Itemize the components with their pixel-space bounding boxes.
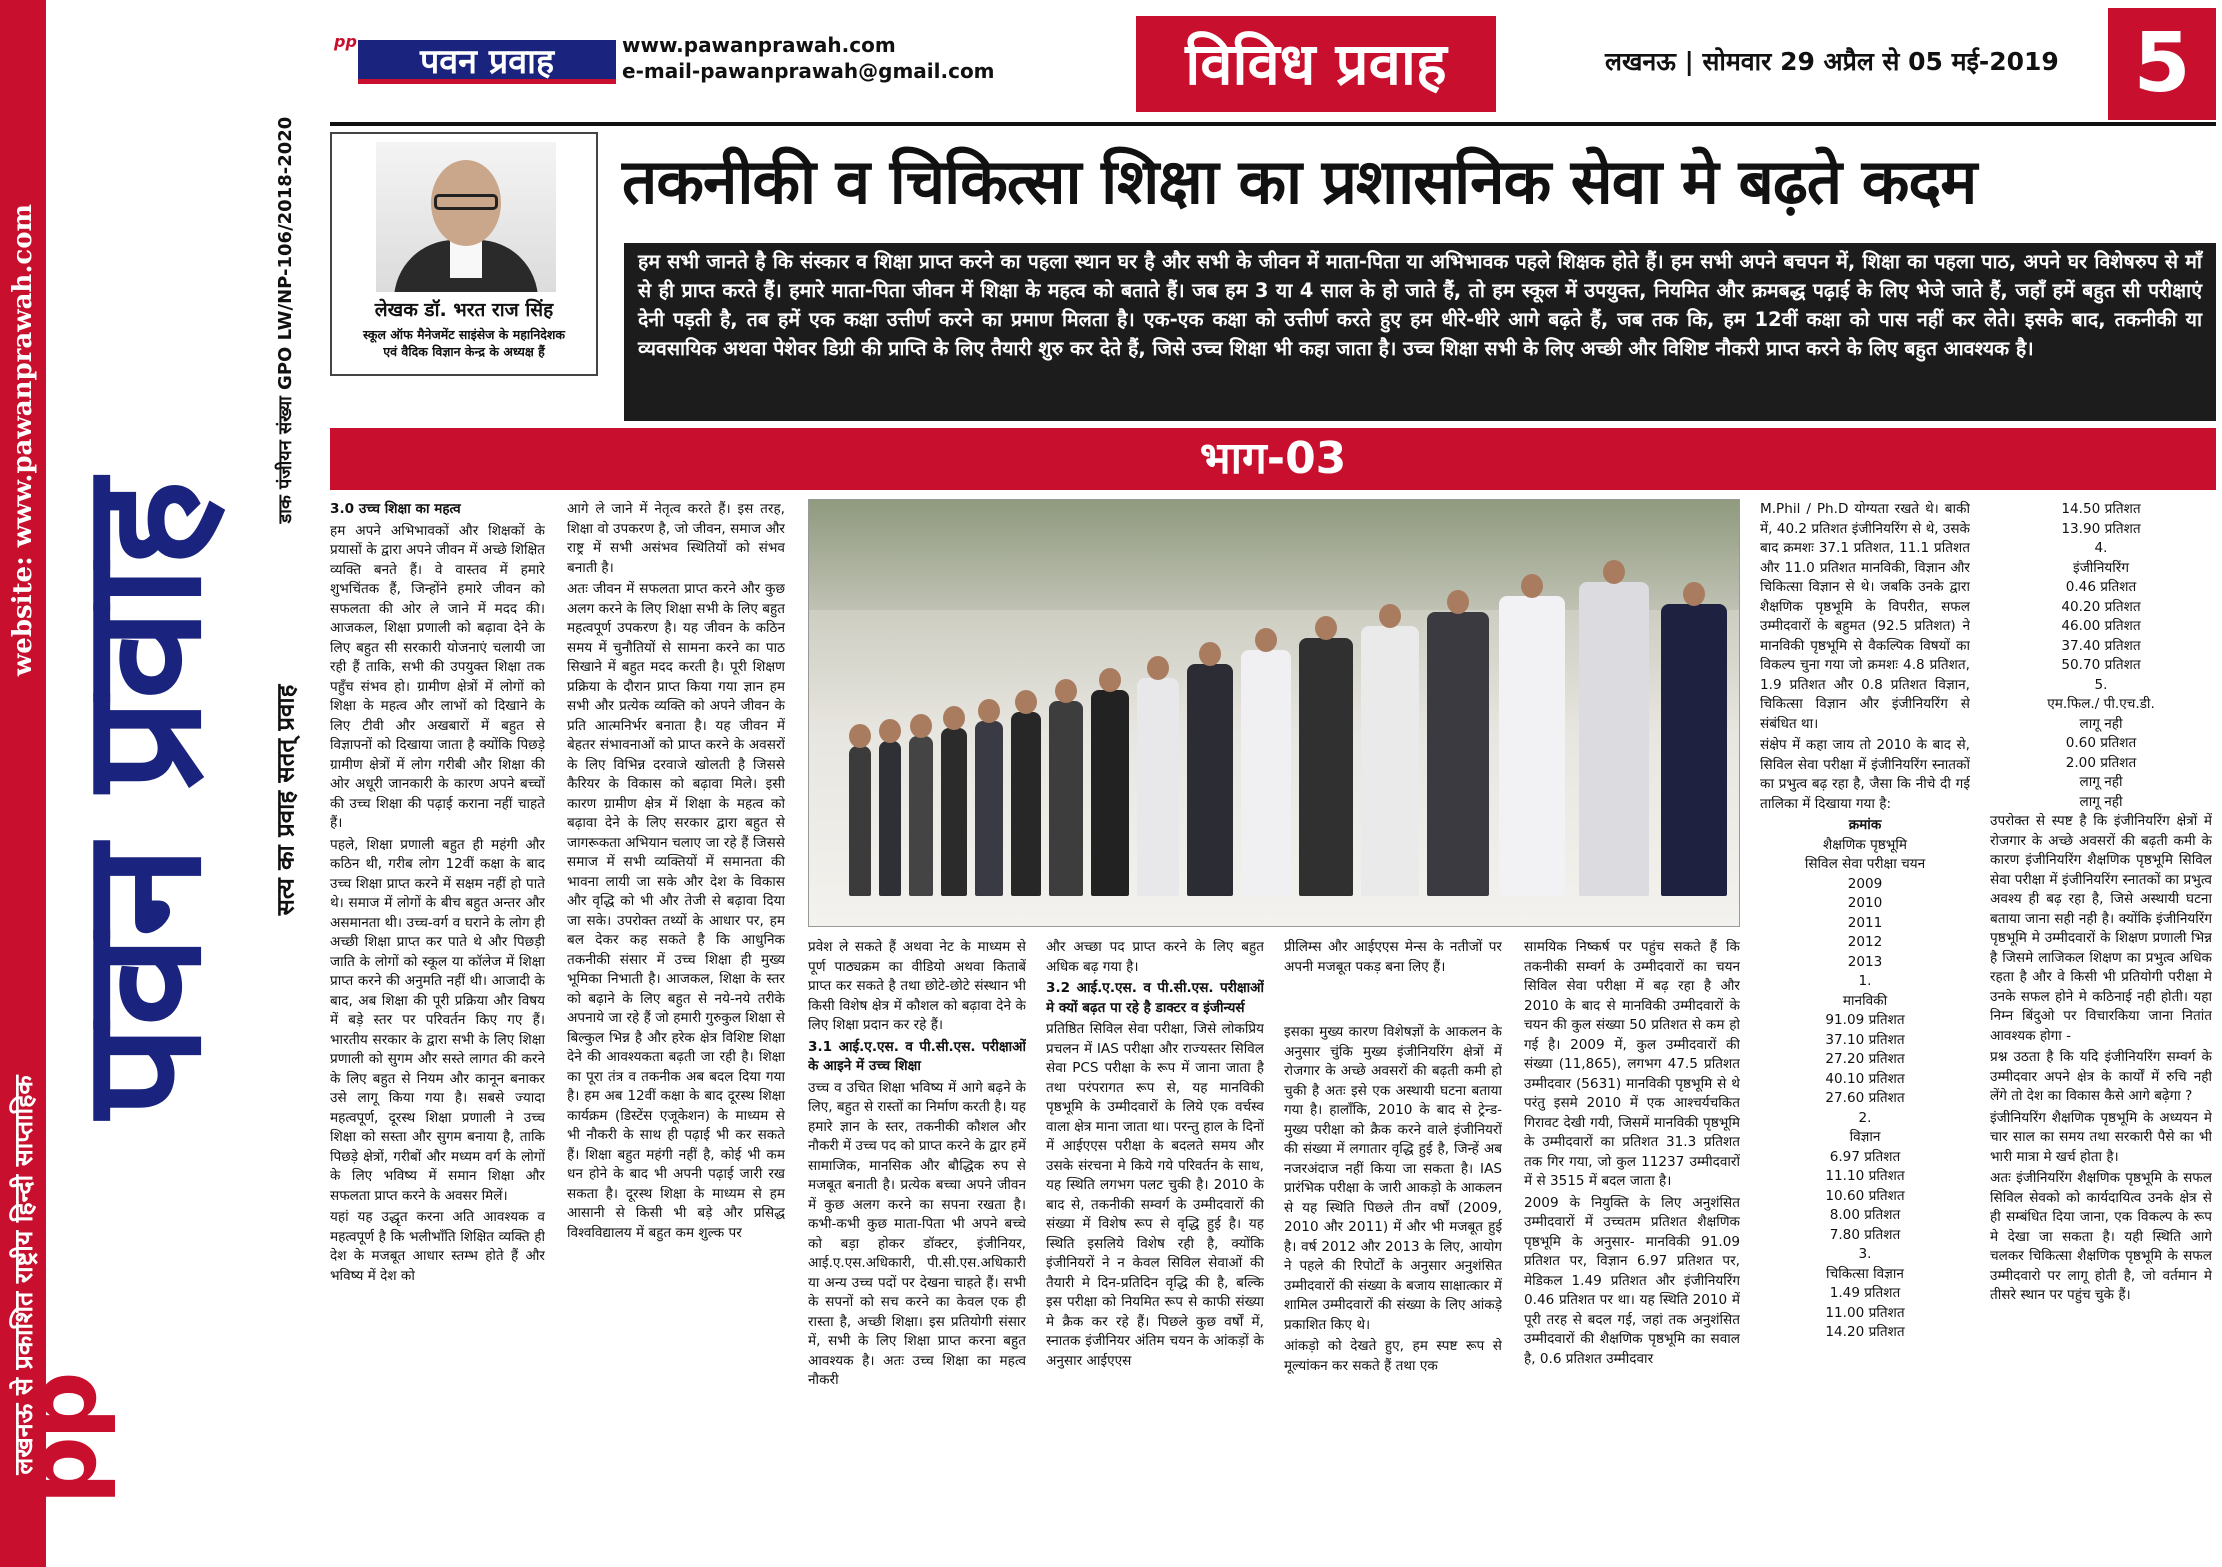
- paragraph: सामयिक निष्कर्ष पर पहुंच सकते हैं कि तकनीकी सम्वर्ग के उम्मीदवारों का चयन सिविल सेवा परीक्षा में बढ़ रहा है और 2010 के बाद से मानविकी उम्मीदवारों के चयन की कुल संख्या 50 प्रतिशत से कम हो गई है। 2009 में, कुल उम्मीदवारों की संख्या (11,865), लगभग 47.5 प्रतिशत उम्मीदवार (5631) मानविकी पृष्ठभूमि से थे परंतु इसमे 2010 में एक आश्चर्यचकित गिरावट देखी गयी, जिसमें मानविकी पृष्ठभूमि के उम्मीदवारों का प्रतिशत 31.3 प्रतिशत तक गिर गया, जो कुल 11237 उम्मीदवारों में से 3515 में बदल जाता है।: [1524, 939, 1740, 1189]
- paragraph: उच्च व उचित शिक्षा भविष्य में आगे बढ़ने के लिए, बहुत से रास्तों का निर्माण करती है। यह हमारे ज्ञान के स्तर, तकनीकी कौशल और नौकरी में उच्च पद को प्राप्त करने के द्वार हमें सामाजिक, मानसिक और बौद्धिक रुप से मजबूत बनाती है। प्रत्येक बच्चा अपने जीवन में कुछ अलग करने का सपना रखता है। कभी-कभी कुछ माता-पिता भी अपने बच्चे को बड़ा होकर डॉक्टर, इंजीनियर, आई.ए.एस.अधिकारी, पी.सी.एस.अधिकारी या अन्य उच्च पदों पर देखना चाहते हैं। सभी के सपनों को सच करने का केवल एक ही रास्ता है, अच्छी शिक्षा। इस प्रतियोगी संसार में, सभी के लिए शिक्षा प्राप्त करना बहुत आवश्यक है। अतः उच्च शिक्षा का महत्व नौकरी: [808, 1079, 1026, 1388]
- section-heading-3-2: 3.2 आई.ए.एस. व पी.सी.एस. परीक्षाओं मे क्यों बढ़त पा रहे है डाक्टर व इंजीन्यर्स: [1046, 980, 1264, 1016]
- section-title: विविध प्रवाह: [1136, 16, 1496, 112]
- stats-cell: 27.60 प्रतिशत: [1825, 1090, 1905, 1106]
- paragraph: 2009 के नियुक्ति के लिए अनुशंसित उम्मीदवारों में उच्चतम प्रतिशत शैक्षणिक पृष्ठभूमि के अनुसार- मानविकी 91.09 प्रतिशत पर, विज्ञान 6.97 प्रतिशत पर, मेडिकल 1.49 प्रतिशत और इंजीनियरिंग 0.46 प्रतिशत पर था। यह स्थिति 2010 में पूरी तरह से बदल गई, जहां तक अनुशंसित उम्मीदवारों की शैक्षणिक पृष्ठभूमि का सवाल है, 0.6 प्रतिशत उम्मीदवार: [1524, 1194, 1740, 1367]
- masthead-motto: सत्य का प्रवाह सतत् प्रवाह: [271, 684, 300, 916]
- article-column-2: [567, 500, 785, 1562]
- author-designation: स्कूल ऑफ मैनेजमेंट साइंसेज के महानिदेशक एवं वैदिक विज्ञान केन्द्र के अध्यक्ष हैं: [363, 327, 565, 359]
- masthead-website: website: www.pawanprawah.com: [8, 203, 38, 677]
- stats-cell: 5.: [2094, 676, 2108, 693]
- header-rule: [330, 122, 2216, 126]
- stats-cell: 14.20 प्रतिशत: [1825, 1324, 1905, 1340]
- article-column-8: [1990, 500, 2212, 1562]
- dateline: लखनऊ | सोमवार 29 अप्रैल से 05 मई-2019: [1605, 47, 2059, 76]
- stats-cell: 2.00 प्रतिशत: [2065, 754, 2137, 771]
- stats-cell: एम.फिल./ पी.एच.डी.: [2047, 696, 2155, 712]
- masthead-registration: डाक पंजीयन संख्या GPO LW/NP-106/2018-2020: [275, 116, 296, 524]
- article-column-3: [808, 938, 1026, 1562]
- stats-table-part-2: [1990, 500, 2212, 812]
- stats-cell: इंजीनियरिंग: [2073, 559, 2129, 576]
- masthead-title: पवन प्रवाह: [45, 481, 238, 1119]
- stats-cell: 46.00 प्रतिशत: [2061, 618, 2141, 634]
- section-heading-3-1: 3.1 आई.ए.एस. व पी.सी.एस. परीक्षाओं के आइने में उच्च शिक्षा: [808, 1038, 1026, 1074]
- stats-cell: क्रमांक: [1848, 817, 1882, 833]
- stats-cell: 10.60 प्रतिशत: [1825, 1187, 1905, 1204]
- header-logo: [330, 30, 630, 86]
- paragraph: हम अपने अभिभावकों और शिक्षकों के प्रयासों के द्वारा अपने जीवन में अच्छे शिक्षित व्यक्ति बनते हैं। वे वास्तव में हमारे शुभचिंतक हैं, जिन्होंने हमारे जीवन को सफलता की ओर ले जाने में मदद की। आजकल, शिक्षा प्रणाली को बढ़ावा देने के लिए बहुत सी सरकारी योजनाएं चलायी जा रही हैं ताकि, सभी की उपयुक्त शिक्षा तक पहुँच संभव हो। ग्रामीण क्षेत्रों में लोगों को शिक्षा के महत्व और लाभों को दिखाने के लिए टीवी और अखबारों में बहुत से विज्ञापनों को दिखाया जाता है क्योंकि पिछड़े ग्रामीण क्षेत्रों में लोग गरीबी और शिक्षा की ओर अधूरी जानकारी के कारण अपने बच्चों की उच्च शिक्षा की पढ़ाई कराना नहीं चाहते हैं।: [330, 522, 545, 831]
- stats-table-part-1: [1760, 816, 1970, 1343]
- stats-cell: मानविकी: [1842, 992, 1888, 1009]
- header-logo-pp: pp: [334, 32, 357, 51]
- paragraph: अतः जीवन में सफलता प्राप्त करने और कुछ अलग करने के लिए शिक्षा सभी के लिए बहुत महत्वपूर्ण उपकरण है। यह जीवन के कठिन समय में चुनौतियों से सामना करने का पाठ सिखाने में बहुत मदद करती है। पूरी शिक्षण प्रक्रिया के दौरान प्राप्त किया गया ज्ञान हम सभी और प्रत्येक व्यक्ति को अपने जीवन के प्रति आत्मनिर्भर बनाता है। यह जीवन में बेहतर संभावनाओं को प्राप्त करने के अवसरों के लिए विभिन्न दरवाजे खोलती है जिससे कैरियर के विकास को बढ़ावा मिले। इसी कारण ग्रामीण क्षेत्र में शिक्षा के महत्व को बढ़ावा देने के लिए सरकार द्वारा बहुत से जागरूकता अभियान चलाए जा रहे हैं जिससे समाज में सभी व्यक्तियों में समानता की भावना लायी जा सके और देश के विकास और वृद्धि को भी और तेजी से बढ़ावा दिया जा सके। उपरोक्त तथ्यों के आधार पर, हम बल देकर कह सकते है कि आधुनिक तकनीकी संसार में उच्च शिक्षा ही मुख्य भूमिका निभाती है। आजकल, शिक्षा के स्तर को बढ़ाने के लिए बहुत से नये-नये तरीके अपनाये जा रहे हैं जो हमारी गुरुकुल शिक्षा से बिल्कुल भिन्न है और हरेक क्षेत्र विशिष्ट शिक्षा देने की आवश्यकता बढ़ती जा रही है। शिक्षा का पूरा तंत्र व तकनीक अब बदल दिया गया है। हम अब 12वीं कक्षा के बाद दूरस्थ शिक्षा कार्यक्रम (डिस्टेंस एजूकेशन) के माध्यम से भी नौकरी के साथ ही पढ़ाई भी कर सकते हैं। शिक्षा बहुत महंगी नहीं है, कोई भी कम धन होने के बाद भी अपनी पढ़ाई जारी रख सकता है। दूरस्थ शिक्षा के माध्यम से हम आसानी से किसी भी बड़े और प्रसिद्ध विश्वविद्यालय में बहुत कम शुल्क पर: [567, 581, 785, 1241]
- stats-cell: 0.46 प्रतिशत: [2065, 579, 2137, 595]
- header-contact: [622, 32, 995, 84]
- paragraph: M.Phil / Ph.D योग्यता रखते थे। बाकी में, 40.2 प्रतिशत इंजीनियरिंग से थे, उसके बाद क्रमशः 37.1 प्रतिशत, 11.1 प्रतिशत और 11.0 प्रतिशत मानविकी, विज्ञान और चिकित्सा विज्ञान से थे। जबकि उनके द्वारा शैक्षणिक पृष्ठभूमि के विपरीत, सफल उम्मीदवारों के बहुमत (92.5 प्रतिशत) ने मानविकी पृष्ठभूमि से वैकल्पिक विषयों का विकल्प चुना गया जो क्रमशः 4.8 प्रतिशत, 1.9 प्रतिशत और 0.8 प्रतिशत विज्ञान, चिकित्सा विज्ञान और इंजीनियरिंग से संबंधित था।: [1760, 501, 1970, 732]
- page-header: [330, 8, 2216, 120]
- stats-cell: 91.09 प्रतिशत: [1825, 1012, 1905, 1028]
- stats-cell: 14.50 प्रतिशत: [2061, 501, 2141, 517]
- paragraph: प्रश्न उठता है कि यदि इंजीनियरिंग सम्वर्ग के उम्मीदवार अपने क्षेत्र के कार्यों में रुचि नही लेंगे तो देश का विकास कैसे आगे बढ़ेगा ?: [1990, 1049, 2212, 1104]
- stats-cell: 40.10 प्रतिशत: [1825, 1070, 1905, 1087]
- author-photo: [376, 142, 556, 292]
- section-heading-3-0: 3.0 उच्च शिक्षा का महत्व: [330, 501, 461, 517]
- stats-cell: लागू नही: [2079, 774, 2123, 790]
- stats-cell: 4.: [2094, 540, 2108, 556]
- paragraph: आगे ले जाने में नेतृत्व करते हैं। इस तरह, शिक्षा वो उपकरण है, जो जीवन, समाज और राष्ट्र में सभी असंभव स्थितियों को संभव बनाती है।: [567, 501, 785, 576]
- paragraph: आंकड़ो को देखते हुए, हम स्पष्ट रूप से मूल्यांकन कर सकते हैं तथा एक: [1284, 1338, 1502, 1374]
- stats-cell: 37.40 प्रतिशत: [2061, 637, 2141, 654]
- stats-cell: 11.00 प्रतिशत: [1825, 1304, 1905, 1321]
- paragraph: अतः इंजीनियरिंग शैक्षणिक पृष्ठभूमि के सफल सिविल सेवको को कार्यदायित्व उनके क्षेत्र से ही सम्बंधित दिया जाना, एक विकल्प के रूप मे देखा जा सकता है। यही स्थिति आगे चलकर चिकित्सा शैक्षणिक पृष्ठभूमि के सफल उम्मीदवारो पर लागू होती है, जो वर्तमान मे तीसरे स्थान पर पहुंच चुके हैं।: [1990, 1170, 2212, 1303]
- stats-cell: चिकित्सा विज्ञान: [1826, 1265, 1904, 1282]
- paragraph: और अच्छा पद प्राप्त करने के लिए बहुत अधिक बढ़ गया है।: [1046, 939, 1264, 975]
- article-column-5: [1284, 938, 1502, 1562]
- stats-cell: 2012: [1847, 934, 1883, 950]
- paragraph: प्रवेश ले सकते हैं अथवा नेट के माध्यम से पूर्ण पाठ्यक्रम का वीडियो अथवा किताबें प्राप्त कर सकते है तथा छोटे-छोटे संस्थान भी किसी विशेष क्षेत्र में कौशल को बढ़ावा देने के लिए शिक्षा प्रदान कर रहे हैं।: [808, 939, 1026, 1033]
- stats-cell: 1.: [1858, 973, 1872, 989]
- stats-cell: 11.10 प्रतिशत: [1825, 1168, 1905, 1184]
- header-email: e-mail-pawanprawah@gmail.com: [622, 59, 995, 83]
- vertical-masthead: [0, 0, 312, 1567]
- paragraph: इसका मुख्य कारण विशेषज्ञों के आकलन के अनुसार चुंकि मुख्य इंजीनियरिंग क्षेत्रों में रोजगार के अच्छे अवसरों की बढ़ती कमी हो चुकी है अतः इसे एक अस्थायी घटना बताया गया है। हालाँकि, 2010 के बाद से ट्रेन्ड-मुख्य परीक्षा को क्रैक करने वाले इंजीनियरों की संख्या में लगातार वृद्धि हुई है, जिन्हें अब नजरअंदाज नहीं किया जा सकता है। IAS प्रारंभिक परीक्षा के जारी आकड़ो के आकलन से यह स्थिति पिछले तीन वर्षों (2009, 2010 और 2011) में और भी मजबूत हुई है। वर्ष 2012 और 2013 के लिए, आयोग ने पहले की रिपोर्टों के अनुसार अनुशंसित उम्मीदवारों की संख्या के बजाय साक्षात्कार में शामिल उम्मीदवारों की संख्या के लिए आंकड़े प्रकाशित किए थे।: [1284, 1024, 1502, 1333]
- stats-cell: 2.: [1858, 1109, 1872, 1126]
- paragraph: उपरोक्त से स्पष्ट है कि इंजीनियरिंग क्षेत्रों में रोजगार के अच्छे अवसरों की बढ़ती कमी के कारण इंजीनियरिंग शैक्षणिक पृष्ठभूमि सिविल सेवा परीक्षा में इंजीनियरिंग स्नातकों का प्रभुत्व अवश्य ही बढ़ रहा है, जिसे अस्थायी घटना बताया जाना सही नही है। क्योंकि इंजीनियरिंग पृष्ठभूमि मे उम्मीदवारों के शिक्षण प्रणाली भिन्न है जिसमे लाजिकल शिक्षण का प्रभुत्व अधिक रहता है और वे किसी भी प्रतियोगी परीक्षा मे उनके सफल होने मे कठिनाई नही होती। यहा निम्न बिंदुओ पर विचारकिया जाना नितांत आवश्यक होगा -: [1990, 813, 2212, 1044]
- stats-cell: सिविल सेवा परीक्षा चयन: [1804, 856, 1926, 872]
- paragraph: यहां यह उद्धृत करना अति आवश्यक व महत्वपूर्ण है कि भलीभाँति शिक्षित व्यक्ति ही देश के मजबूत आधार स्तम्भ होते हैं और भविष्य में देश को: [330, 1209, 545, 1284]
- article-column-4: [1046, 938, 1264, 1562]
- stats-cell: विज्ञान: [1849, 1129, 1881, 1145]
- author-box: [330, 132, 598, 376]
- paragraph: पहले, शिक्षा प्रणाली बहुत ही महंगी और कठिन थी, गरीब लोग 12वीं कक्षा के बाद उच्च शिक्षा प्राप्त करने में सक्षम नहीं हो पाते थे। समाज में लोगों के बीच बहुत अन्तर और असमानता थी। उच्च-वर्ग व घराने के लोग ही अच्छी शिक्षा प्राप्त कर पाते थे और पिछड़ी जाति के लोगों को स्कूल या कॉलेज में शिक्षा प्राप्त करने की अनुमति नहीं थी। आजादी के बाद, अब शिक्षा की पूरी प्रक्रिया और विषय में बड़े स्तर पर परिवर्तन किए गए हैं। भारतीय सरकार के द्वारा सभी के लिए शिक्षा प्रणाली को सुगम और सस्ते लागत की करने के लिए बहुत से नियम और कानून बनाकर उसे लागू किया गया है। सबसे ज्यादा महत्वपूर्ण, दूरस्थ शिक्षा प्रणाली ने उच्च शिक्षा को सस्ता और सुगम बनाया है, ताकि पिछड़े क्षेत्रों, गरीबों और मध्यम वर्ग के लोगों के लिए भविष्य में समान शिक्षा और सफलता प्राप्त करने के अवसर मिलें।: [330, 836, 545, 1204]
- paragraph: प्रतिष्ठित सिविल सेवा परीक्षा, जिसे लोकप्रिय प्रचलन में IAS परीक्षा और राज्यस्तर सिविल सेवा PCS परीक्षा के रूप में जाना जाता है तथा परंपरागत रूप से, यह मानविकी पृष्ठभूमि के उम्मीदवारों के लिये एक वर्चस्व वाला क्षेत्र माना जाता था। परन्तु हाल के दिनों में आईएएस परीक्षा के बदलते समय और उसके संरचना मे किये गये परिवर्तन के साथ, यह स्थिति लगभग पलट चुकी है। 2010 के बाद से, तकनीकी सम्वर्ग के उम्मीदवारों की संख्या में विशेष रूप से वृद्धि हुई है। यह स्थिति इसलिये विशेष रही है, क्योंकि इंजीनियरों ने न केवल सिविल सेवाओं की तैयारी मे दिन-प्रतिदिन वृद्धि की है, बल्कि इस परीक्षा को नियमित रूप से काफी संख्या मे क्रैक कर रहे हैं। पिछले कुछ वर्षों में, स्नातक इंजीनियर अंतिम चयन के आंकड़ों के अनुसार आईएएस: [1046, 1021, 1264, 1369]
- stats-cell: 2009: [1847, 875, 1883, 892]
- stats-cell: 37.10 प्रतिशत: [1825, 1031, 1905, 1048]
- author-name: लेखक डॉ. भरत राज सिंह: [374, 299, 554, 321]
- headline: तकनीकी व चिकित्सा शिक्षा का प्रशासनिक सेवा मे बढ़ते कदम: [622, 145, 1977, 218]
- stats-cell: लागू नही: [2079, 715, 2123, 732]
- stats-cell: 0.60 प्रतिशत: [2065, 735, 2137, 751]
- stats-cell: 3.: [1858, 1246, 1872, 1262]
- stats-cell: 50.70 प्रतिशत: [2061, 657, 2141, 673]
- masthead-red-strip: [0, 0, 46, 1567]
- article-column-7: [1760, 500, 1970, 1562]
- stats-cell: 2013: [1847, 953, 1883, 970]
- masthead-publication-line: लखनऊ से प्रकाशित राष्ट्रीय हिन्दी साप्ताहिक: [9, 1075, 38, 1475]
- stats-cell: 13.90 प्रतिशत: [2061, 520, 2141, 537]
- stats-cell: 2010: [1847, 895, 1883, 911]
- stats-cell: 7.80 प्रतिशत: [1829, 1226, 1901, 1243]
- header-logo-name: पवन प्रवाह: [358, 40, 616, 84]
- stats-cell: 6.97 प्रतिशत: [1829, 1148, 1901, 1165]
- paragraph: प्रीलिम्स और आईएएस मेन्स के नतीजों पर अपनी मजबूत पकड़ बना लिए हैं।: [1284, 939, 1502, 975]
- group-photo: [808, 499, 1740, 927]
- stats-cell: 1.49 प्रतिशत: [1829, 1285, 1901, 1301]
- stats-cell: लागू नही: [2079, 793, 2123, 810]
- part-label: भाग-03: [330, 428, 2216, 490]
- article-column-1: [330, 500, 545, 1562]
- stats-cell: 40.20 प्रतिशत: [2061, 598, 2141, 615]
- stats-cell: 27.20 प्रतिशत: [1825, 1051, 1905, 1067]
- page-number: 5: [2108, 8, 2216, 120]
- paragraph: संक्षेप में कहा जाय तो 2010 के बाद से, सिविल सेवा परीक्षा में इंजीनियरिंग स्नातकों का प्रभुत्व बढ़ रहा है, जैसा कि नीचे दी गई तालिका में दिखाया गया है:: [1760, 737, 1970, 812]
- paragraph: इंजीनियरिंग शैक्षणिक पृष्ठभूमि के अध्ययन मे चार साल का समय तथा सरकारी पैसे का भी भारी मात्रा मे खर्च होता है।: [1990, 1109, 2212, 1165]
- stats-cell: 8.00 प्रतिशत: [1829, 1207, 1901, 1223]
- header-website: www.pawanprawah.com: [622, 33, 896, 57]
- intro-paragraph: हम सभी जानते है कि संस्कार व शिक्षा प्राप्त करने का पहला स्थान घर है और सभी के जीवन में माता-पिता या अभिभावक पहले शिक्षक होते हैं। हम सभी अपने बचपन में, शिक्षा का पहला पाठ, अपने घर विशेषरुप से माँ से ही प्राप्त करते हैं। हमारे माता-पिता जीवन में शिक्षा के महत्व को बताते हैं। जब हम 3 या 4 साल के हो जाते हैं, तो हम स्कूल में उपयुक्त, नियमित और क्रमबद्ध पढ़ाई के लिए भेजे जाते हैं, जहाँ हमें बहुत सी परीक्षाएं देनी पड़ती है, तब हमें एक कक्षा उत्तीर्ण करने का प्रमाण मिलता है। एक-एक कक्षा को उत्तीर्ण करते हुए हम धीरे-धीरे आगे बढ़ते हैं, जब तक कि, हम 12वीं कक्षा को पास नहीं कर लेते। इसके बाद, तकनीकी या व्यवसायिक अथवा पेशेवर डिग्री की प्राप्ति के लिए तैयारी शुरु कर देते हैं, जिसे उच्च शिक्षा भी कहा जाता है। उच्च शिक्षा सभी के लिए अच्छी और विशिष्ट नौकरी प्राप्त करने के लिए बहुत आवश्यक है।: [624, 243, 2216, 421]
- stats-cell: 2011: [1847, 914, 1883, 931]
- stats-cell: शैक्षणिक पृष्ठभूमि: [1822, 836, 1908, 853]
- masthead-pp-logo: pp: [6, 1375, 118, 1505]
- article-column-6: [1524, 938, 1740, 1562]
